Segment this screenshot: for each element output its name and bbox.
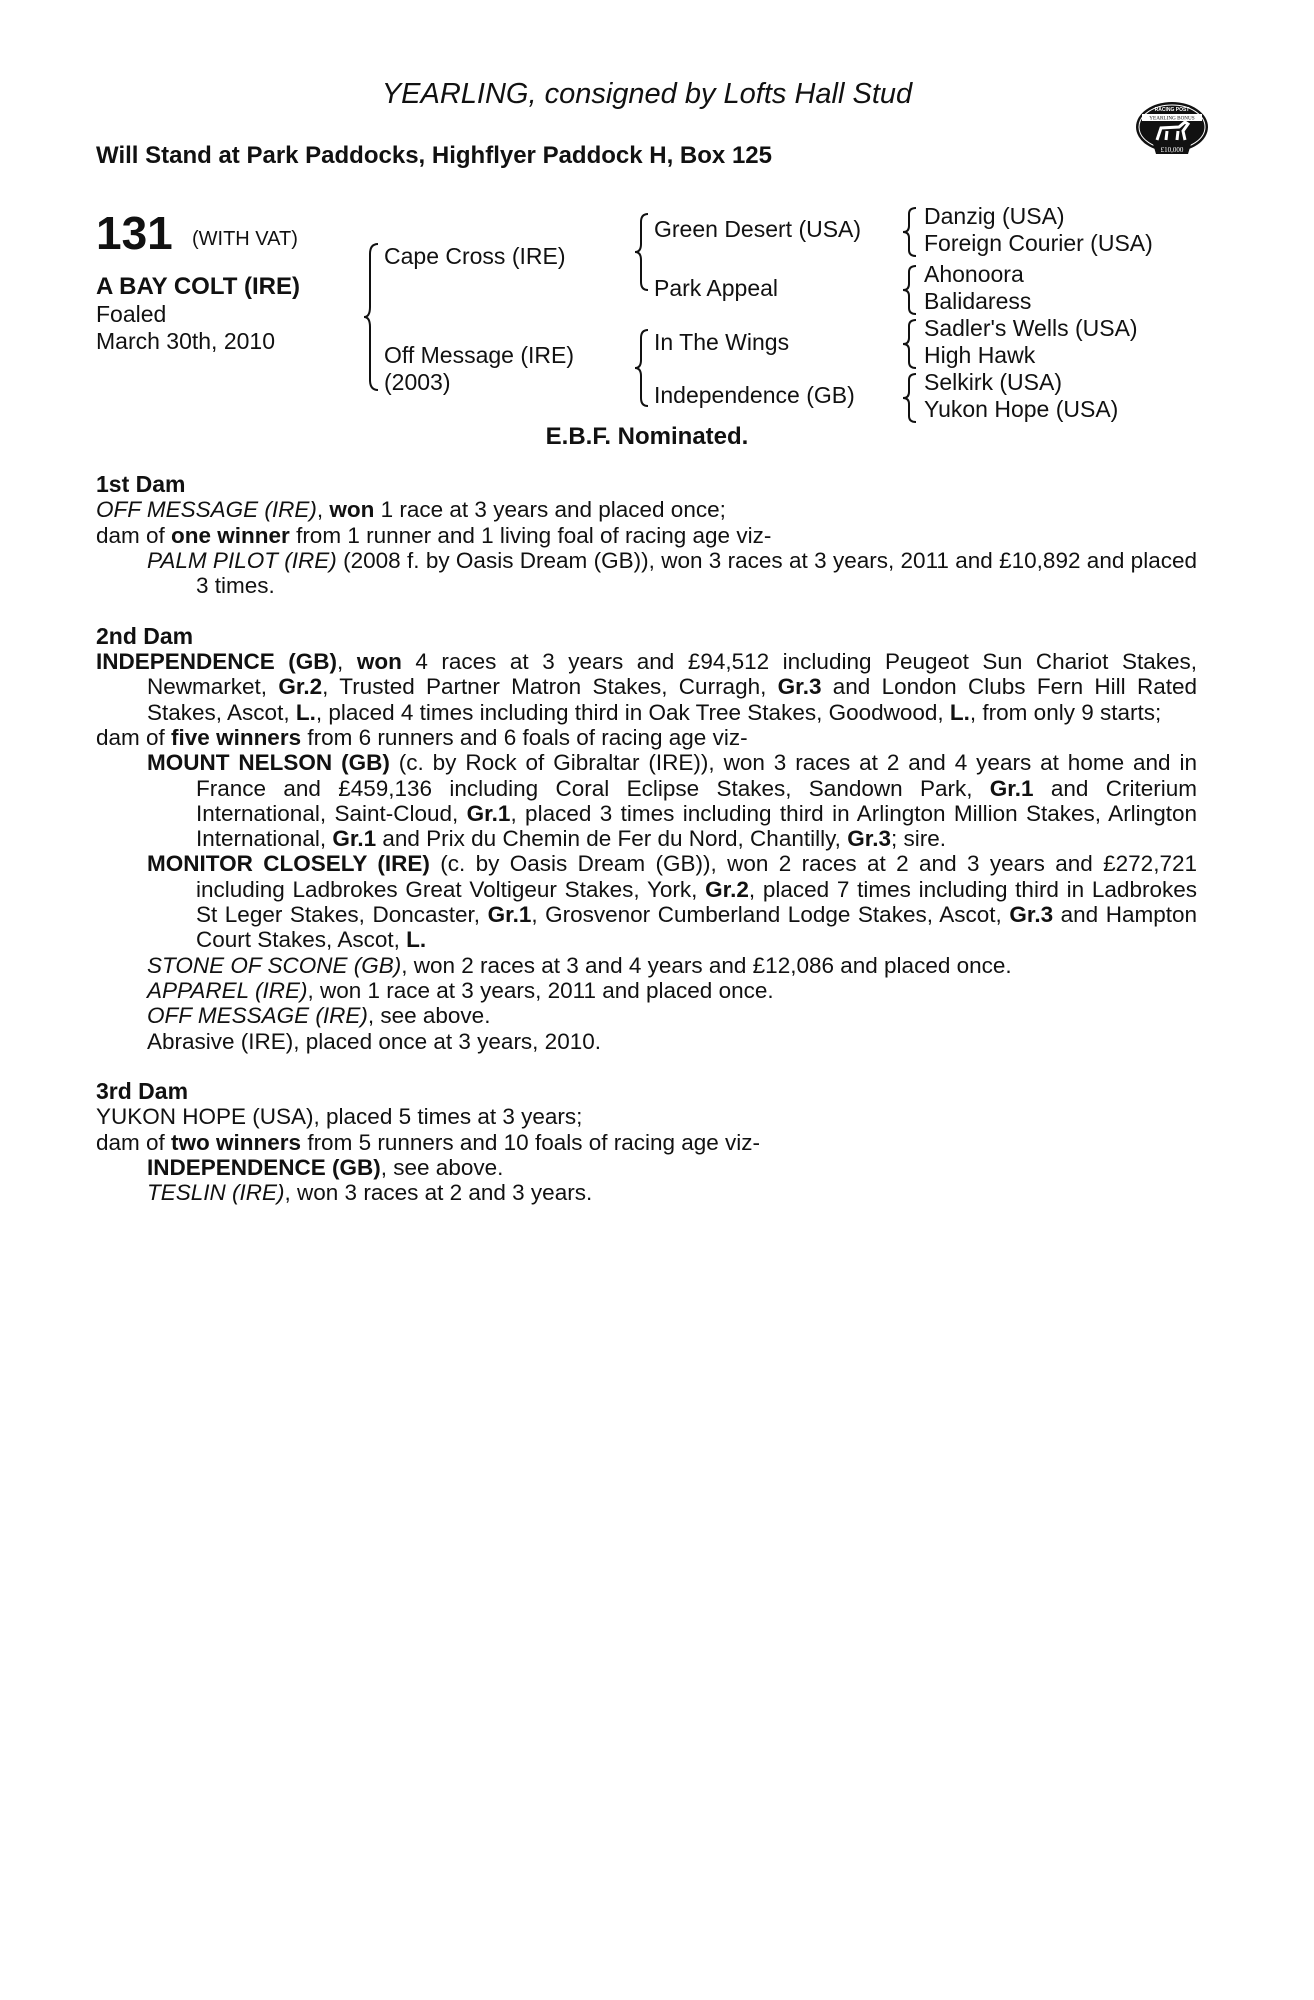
pedigree-brace-3d — [900, 372, 920, 424]
bold-text: L. — [949, 699, 970, 725]
foaled-info — [96, 301, 275, 355]
produce-record — [96, 497, 1197, 522]
dam-section — [96, 1079, 1197, 1205]
bold-text: won — [329, 497, 375, 523]
bold-text: two winners — [171, 1129, 302, 1155]
produce-record — [96, 548, 1197, 599]
bold-text: L. — [295, 699, 316, 725]
text-run: , from only 9 starts; — [969, 699, 1162, 725]
bold-text: one winner — [171, 522, 290, 548]
stand-location: Will Stand at Park Paddocks, Highflyer Paddock H, Box 125 — [96, 142, 772, 169]
pedigree-dam: Off Message (IRE) — [384, 342, 575, 368]
text-run: dam of — [96, 724, 172, 750]
pedigree-sire: Cape Cross (IRE) — [384, 243, 566, 269]
text-run: , placed 4 times including third in Oak Tree Stakes, Goodwood, — [315, 699, 950, 725]
pedigree-grandsire-2: In The Wings — [654, 329, 790, 355]
italic-text: STONE OF SCONE (GB) — [147, 952, 402, 978]
text-run: , won 3 races at 2 and 3 years. — [284, 1180, 593, 1206]
yearling-bonus-logo — [1133, 100, 1211, 158]
text-run: 1 race at 3 years and placed once; — [374, 497, 726, 523]
produce-record — [96, 978, 1197, 1003]
text-run: , placed 3 times including third in Arlington Million Stakes, Arlington International, — [196, 800, 1197, 852]
italic-text: APPAREL (IRE) — [147, 977, 308, 1003]
text-run: YUKON HOPE (USA), placed 5 times at 3 years; — [96, 1104, 583, 1130]
produce-record — [96, 851, 1197, 952]
text-run: from 5 runners and 10 foals of racing age viz- — [301, 1129, 761, 1155]
pedigree-great-4: Balidaress — [924, 288, 1032, 314]
bold-text: Gr.2 — [705, 876, 749, 902]
bold-text: Gr.3 — [1009, 902, 1054, 928]
produce-record — [96, 523, 1197, 548]
text-run: ; sire. — [890, 826, 946, 852]
bold-text: Gr.1 — [332, 826, 377, 852]
text-run: and London Clubs Fern Hill Rated Stakes, Ascot, — [147, 674, 1198, 725]
bold-text: Gr.3 — [847, 826, 891, 852]
pedigree-granddam-2: Independence (GB) — [654, 382, 855, 408]
pedigree-brace-2a — [632, 212, 652, 292]
section-heading: 2nd Dam — [96, 622, 194, 649]
lot-description: A BAY COLT (IRE) — [96, 273, 301, 300]
text-run: from 6 runners and 6 foals of racing age viz- — [301, 724, 748, 750]
pedigree-brace-1 — [362, 242, 382, 392]
text-run: , see above. — [380, 1155, 504, 1181]
page-title: YEARLING, consigned by Lofts Hall Stud — [381, 78, 913, 110]
italic-text: OFF MESSAGE (IRE) — [96, 497, 317, 523]
bold-text: Gr.1 — [487, 902, 532, 928]
italic-text: OFF MESSAGE (IRE) — [147, 1003, 368, 1029]
text-run: , Trusted Partner Matron Stakes, Curragh, — [322, 674, 778, 700]
text-run: and Prix du Chemin de Fer du Nord, Chantilly, — [376, 826, 848, 852]
pedigree-grandsire-1: Green Desert (USA) — [654, 216, 862, 242]
produce-record — [96, 1130, 1197, 1155]
text-run: Abrasive (IRE), placed once at 3 years, 2010. — [147, 1028, 601, 1054]
section-heading: 1st Dam — [96, 471, 186, 497]
pedigree-great-2: Foreign Courier (USA) — [924, 230, 1153, 256]
text-run: (2008 f. by Oasis Dream (GB)), won 3 races at 3 years, 2011 and £10,892 and placed 3 times. — [196, 547, 1197, 599]
catalogue-body — [96, 472, 1197, 1231]
pedigree-granddam-1: Park Appeal — [654, 275, 779, 301]
italic-text: TESLIN (IRE) — [147, 1180, 285, 1206]
text-run: , won 1 race at 3 years, 2011 and placed once. — [307, 977, 774, 1003]
text-run: (c. by Oasis Dream (GB)), won 2 races at 2 and 3 years and £272,721 including Ladbrokes Great Voltigeur Stakes, York, — [196, 851, 1197, 902]
bold-text: MOUNT NELSON (GB) — [147, 750, 390, 776]
pedigree-great-8: Yukon Hope (USA) — [924, 396, 1119, 422]
dam-section — [96, 472, 1197, 598]
bold-text: Gr.2 — [278, 674, 323, 700]
pedigree-brace-2b — [632, 328, 652, 408]
bold-text: INDEPENDENCE (GB) — [96, 649, 338, 675]
bold-text: Gr.1 — [466, 800, 511, 826]
text-run: , see above. — [367, 1003, 491, 1029]
text-run: , — [337, 649, 357, 675]
badge-top-text: RACING POST — [1154, 107, 1190, 113]
pedigree-great-1: Danzig (USA) — [924, 203, 1065, 229]
bold-text: L. — [406, 927, 427, 953]
section-heading: 3rd Dam — [96, 1078, 189, 1105]
badge-middle-text: YEARLING BONUS — [1149, 115, 1195, 122]
foaled-date: March 30th, 2010 — [96, 328, 276, 354]
text-run: and Hampton Court Stakes, Ascot, — [196, 902, 1198, 953]
produce-record — [96, 1155, 1197, 1180]
produce-record — [96, 1003, 1197, 1028]
pedigree-great-5: Sadler's Wells (USA) — [924, 315, 1138, 341]
pedigree-dam-year: (2003) — [384, 369, 451, 395]
text-run: , Grosvenor Cumberland Lodge Stakes, Ascot, — [531, 902, 1010, 928]
produce-record — [96, 1104, 1197, 1129]
produce-record — [96, 725, 1197, 750]
pedigree-brace-3b — [900, 264, 920, 316]
ebf-nominated: E.B.F. Nominated. — [545, 423, 749, 450]
text-run: from 1 runner and 1 living foal of racing age viz- — [289, 522, 772, 548]
badge-amount: £10,000 — [1160, 146, 1184, 154]
text-run: (c. by Rock of Gibraltar (IRE)), won 3 races at 2 and 4 years at home and in France and £459,136 including Coral Eclipse Stakes, Sandown Park, — [196, 750, 1197, 801]
text-run: , — [316, 497, 330, 523]
foaled-label: Foaled — [96, 301, 167, 327]
text-run: dam of — [96, 1129, 172, 1155]
produce-record — [96, 1180, 1197, 1205]
lot-number: 131 — [96, 207, 173, 259]
text-run: , won 2 races at 3 and 4 years and £12,086 and placed once. — [401, 952, 1012, 978]
bold-text: MONITOR CLOSELY (IRE) — [147, 851, 430, 877]
bold-text: five winners — [171, 724, 302, 750]
bold-text: INDEPENDENCE (GB) — [147, 1155, 381, 1181]
text-run: 4 races at 3 years and £94,512 including Peugeot Sun Chariot Stakes, Newmarket, — [147, 649, 1197, 700]
bold-text: Gr.3 — [777, 674, 822, 700]
italic-text: PALM PILOT (IRE) — [147, 547, 337, 573]
dam-section — [96, 624, 1197, 1054]
text-run: , placed 7 times including third in Ladbrokes St Leger Stakes, Doncaster, — [196, 876, 1197, 928]
pedigree-brace-3a — [900, 206, 920, 258]
produce-record — [96, 750, 1197, 851]
pedigree-great-3: Ahonoora — [924, 261, 1024, 287]
vat-note: (WITH VAT) — [192, 228, 298, 250]
pedigree-great-6: High Hawk — [924, 342, 1036, 368]
text-run: and Criterium International, Saint-Cloud, — [196, 775, 1197, 826]
bold-text: Gr.1 — [989, 775, 1034, 801]
pedigree-great-7: Selkirk (USA) — [924, 369, 1063, 395]
bold-text: won — [356, 649, 402, 675]
text-run: dam of — [96, 522, 172, 548]
pedigree-brace-3c — [900, 318, 920, 370]
produce-record — [96, 649, 1197, 725]
produce-record — [96, 953, 1197, 978]
produce-record — [96, 1029, 1197, 1054]
